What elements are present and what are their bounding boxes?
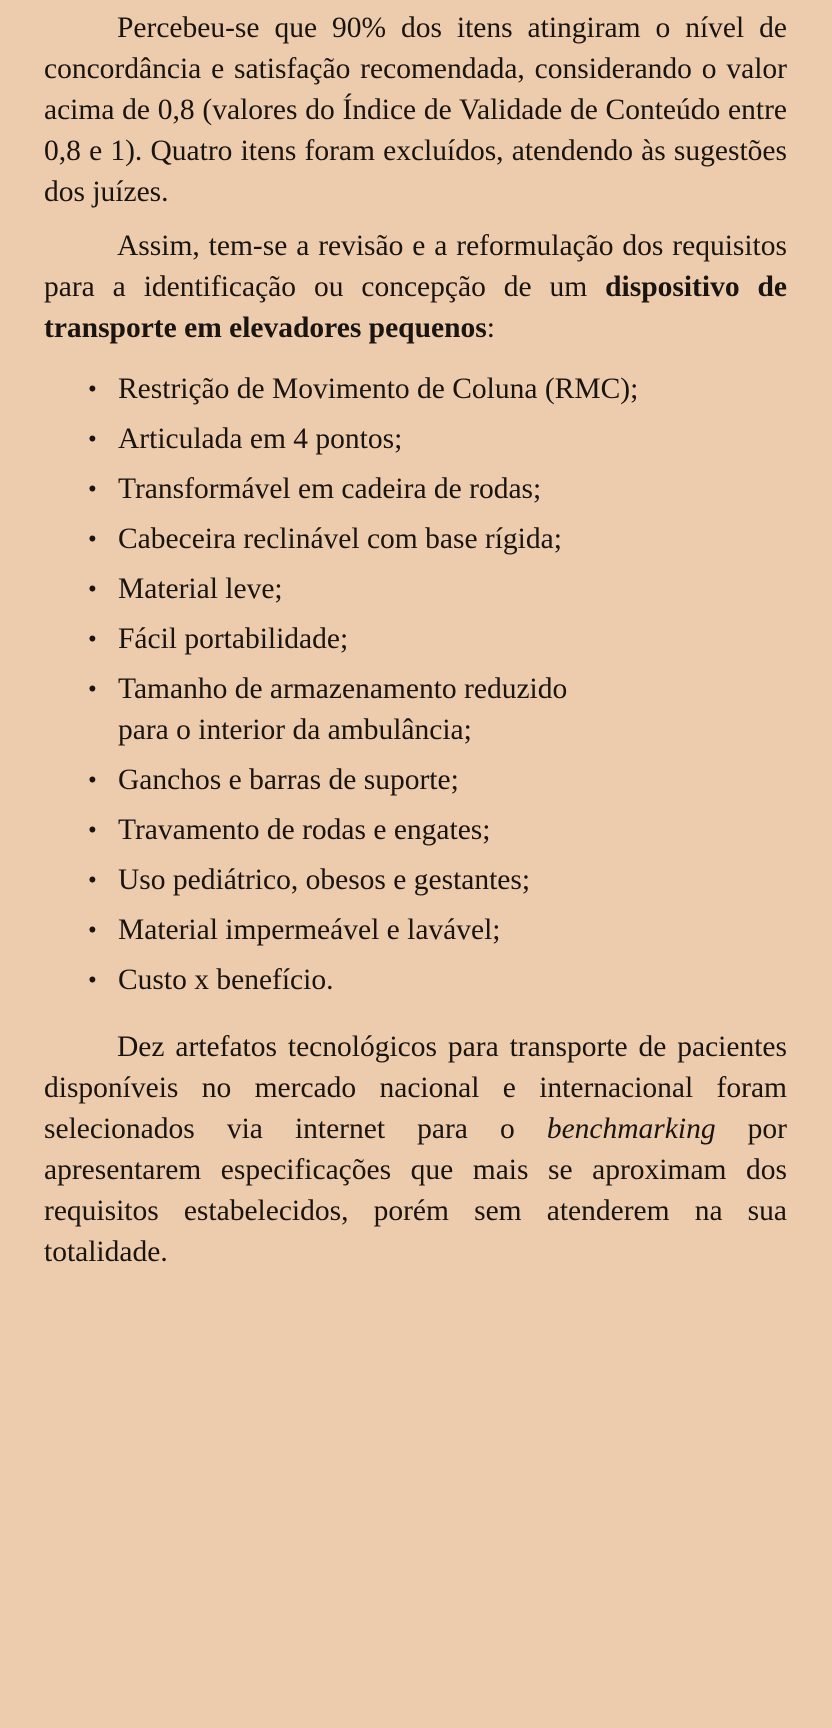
device-name-emphasis: dispositivo de transporte em elevadores pequenos — [44, 271, 787, 344]
bullet-icon: • — [88, 767, 97, 794]
requirements-list — [44, 369, 787, 1001]
list-item — [44, 569, 787, 610]
bullet-icon: • — [88, 817, 97, 844]
list-item-label: Tamanho de armazenamento reduzido — [118, 673, 568, 705]
list-item — [44, 519, 787, 560]
list-item — [44, 760, 787, 801]
benchmarking-term: benchmarking — [546, 1113, 716, 1145]
bullet-icon: • — [88, 526, 97, 553]
list-item — [44, 469, 787, 510]
list-item-label-continuation: para o interior da ambulância; — [118, 714, 472, 746]
paragraph-requirements-intro — [44, 226, 787, 349]
list-item — [44, 960, 787, 1001]
paragraph-benchmarking-lead: Dez artefatos tecnológicos para transporte de pacientes disponíveis no mercado nacional e internacional foram selecionados via internet para o — [44, 1031, 787, 1145]
list-item-label: Articulada em 4 pontos; — [118, 423, 403, 455]
list-item-label: Uso pediátrico, obesos e gestantes; — [118, 864, 531, 896]
list-item — [44, 369, 787, 410]
list-item-label: Material impermeável e lavável; — [118, 914, 501, 946]
bullet-icon: • — [88, 426, 97, 453]
list-item-label: Cabeceira reclinável com base rígida; — [118, 523, 562, 555]
list-item-label: Custo x benefício. — [118, 964, 334, 996]
list-item — [44, 669, 787, 751]
bullet-icon: • — [88, 626, 97, 653]
bullet-icon: • — [88, 967, 97, 994]
paragraph-benchmarking-tail: por apresentarem especificações que mais se aproximam dos requisitos estabelecidos, porém sem atenderem na sua totalidade. — [44, 1113, 787, 1268]
list-item-label: Ganchos e barras de suporte; — [118, 764, 459, 796]
list-item-label: Transformável em cadeira de rodas; — [118, 473, 542, 505]
list-item-label: Fácil portabilidade; — [118, 623, 349, 655]
list-item — [44, 619, 787, 660]
bullet-icon: • — [88, 867, 97, 894]
list-item-label: Material leve; — [118, 573, 283, 605]
paragraph-requirements-intro-lead: Assim, tem-se a revisão e a reformulação dos requisitos para a identificação ou concepção de um — [44, 230, 787, 303]
paragraph-benchmarking — [44, 1027, 787, 1273]
list-item — [44, 419, 787, 460]
bullet-icon: • — [88, 376, 97, 403]
paragraph-findings: Percebeu-se que 90% dos itens atingiram o nível de concordância e satisfação recomendada, considerando o valor acima de 0,8 (valores do Índice de Validade de Conteúdo entre 0,8 e 1). Quatro itens foram excluídos, atendendo às sugestões dos juízes. — [44, 12, 787, 208]
bullet-icon: • — [88, 576, 97, 603]
bullet-icon: • — [88, 476, 97, 503]
bullet-icon: • — [88, 676, 97, 703]
paragraph-requirements-intro-tail: : — [486, 312, 495, 344]
list-item-label: Travamento de rodas e engates; — [118, 814, 491, 846]
list-item — [44, 810, 787, 851]
list-item — [44, 910, 787, 951]
list-item-label: Restrição de Movimento de Coluna (RMC); — [118, 373, 639, 405]
bullet-icon: • — [88, 917, 97, 944]
list-item — [44, 860, 787, 901]
